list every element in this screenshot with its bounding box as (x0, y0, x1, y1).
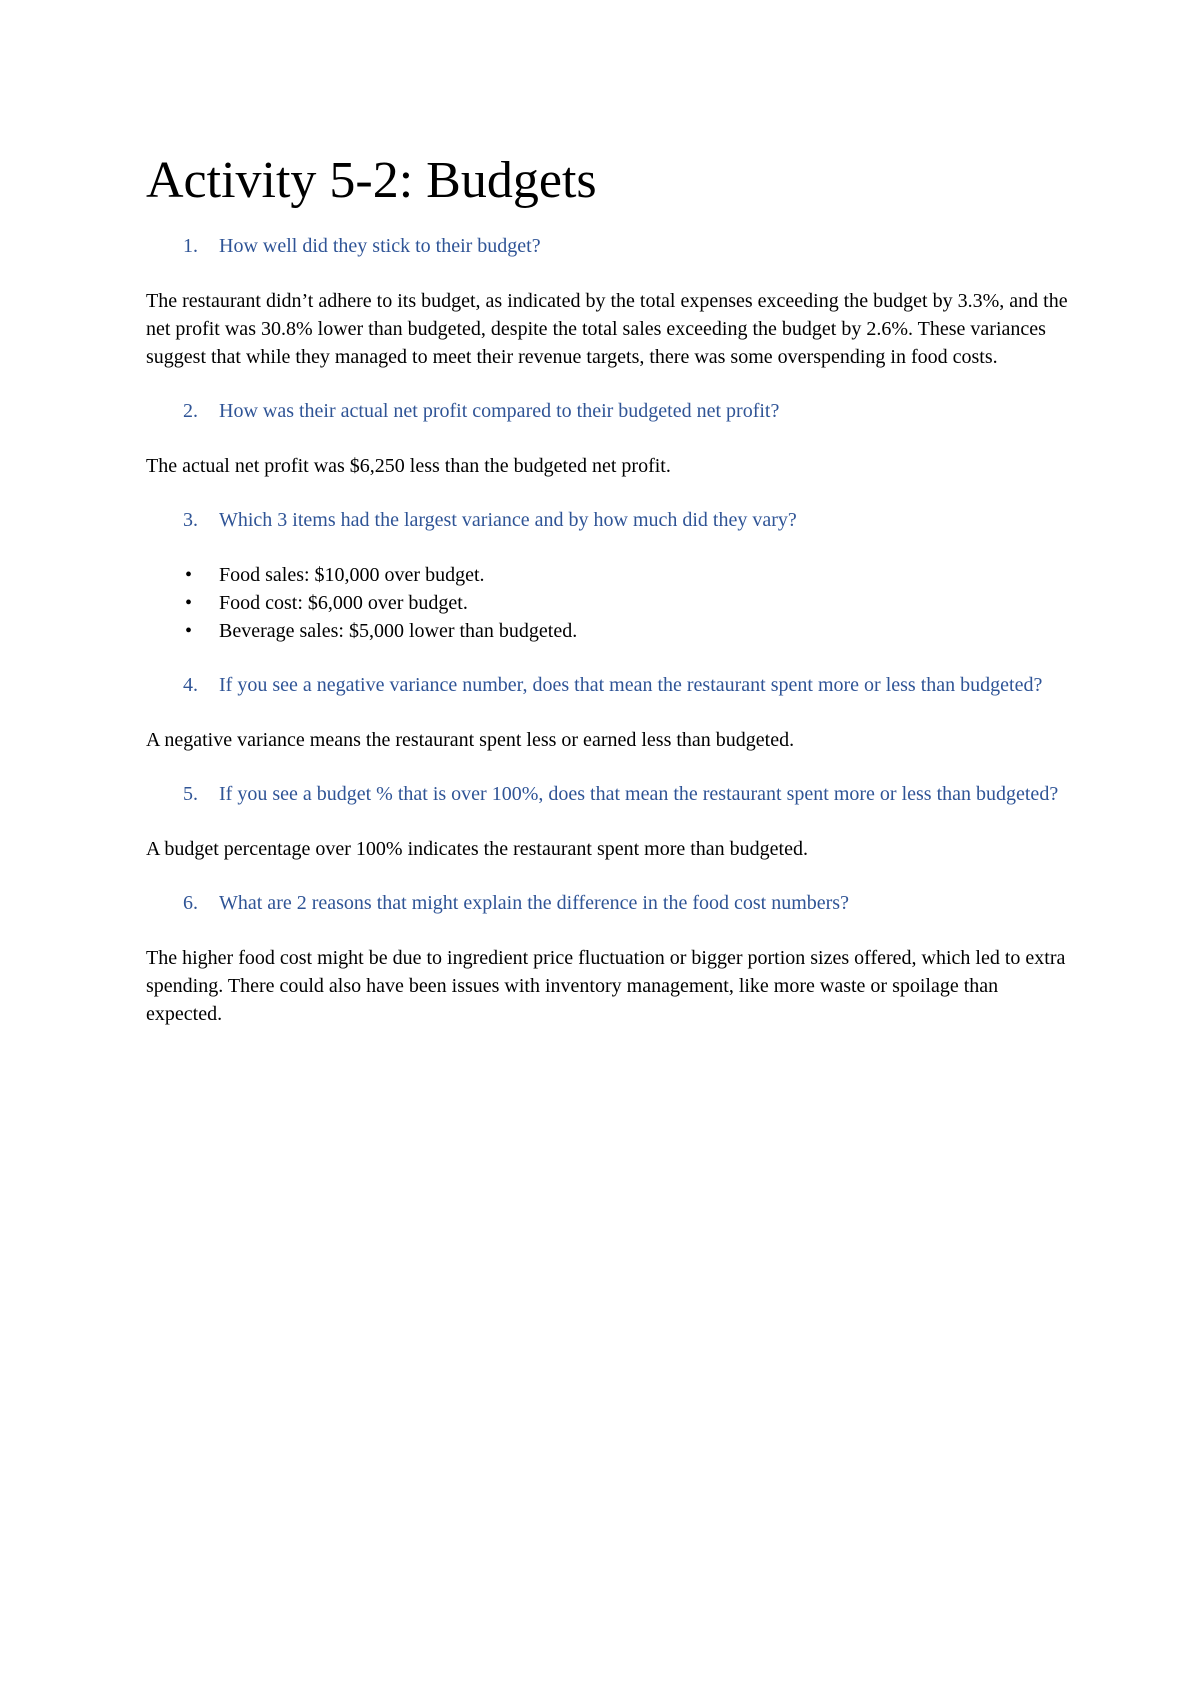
question-5 (146, 780, 1076, 808)
question-6 (146, 889, 1076, 917)
list-item-text: Food cost: $6,000 over budget. (219, 592, 468, 614)
question-1 (146, 232, 1076, 260)
answer-2: The actual net profit was $6,250 less than the budgeted net profit. (146, 455, 671, 477)
question-number: 5. (183, 783, 198, 805)
question-text: How was their actual net profit compared to their budgeted net profit? (219, 400, 780, 422)
answer-1: The restaurant didn’t adhere to its budget, as indicated by the total expenses exceeding the budget by 3.3%, and the net profit was 30.8% lower than budgeted, despite the total sales exceeding the budget by 2.6%. These variances suggest that while they managed to meet their revenue targets, there was some overspending in food costs. (146, 290, 1068, 368)
question-text: What are 2 reasons that might explain the difference in the food cost numbers? (219, 892, 849, 914)
list-item (146, 561, 1076, 589)
answer-5: A budget percentage over 100% indicates the restaurant spent more than budgeted. (146, 838, 808, 860)
page-title: Activity 5-2: Budgets (146, 152, 597, 209)
list-item-text: Beverage sales: $5,000 lower than budgeted. (219, 620, 578, 642)
variance-bullet-list (146, 561, 1076, 645)
question-text: Which 3 items had the largest variance and by how much did they vary? (219, 509, 797, 531)
bullet-icon: • (185, 620, 193, 642)
question-text: How well did they stick to their budget? (219, 235, 541, 257)
question-number: 1. (183, 235, 198, 257)
question-text: If you see a budget % that is over 100%, does that mean the restaurant spent more or less than budgeted? (219, 783, 1059, 805)
question-number: 3. (183, 509, 198, 531)
question-3 (146, 506, 1076, 534)
answer-4: A negative variance means the restaurant spent less or earned less than budgeted. (146, 729, 795, 751)
list-item (146, 617, 1076, 645)
question-4 (146, 671, 1076, 699)
question-2 (146, 397, 1076, 425)
question-number: 4. (183, 674, 198, 696)
question-text: If you see a negative variance number, does that mean the restaurant spent more or less than budgeted? (219, 674, 1043, 696)
list-item-text: Food sales: $10,000 over budget. (219, 564, 485, 586)
question-number: 6. (183, 892, 198, 914)
bullet-icon: • (185, 564, 193, 586)
document-content (146, 150, 1076, 1054)
bullet-icon: • (185, 592, 193, 614)
list-item (146, 589, 1076, 617)
answer-6: The higher food cost might be due to ingredient price fluctuation or bigger portion sizes offered, which led to extra spending. There could also have been issues with inventory management, like more waste or spoilage than expected. (146, 947, 1066, 1025)
question-number: 2. (183, 400, 198, 422)
